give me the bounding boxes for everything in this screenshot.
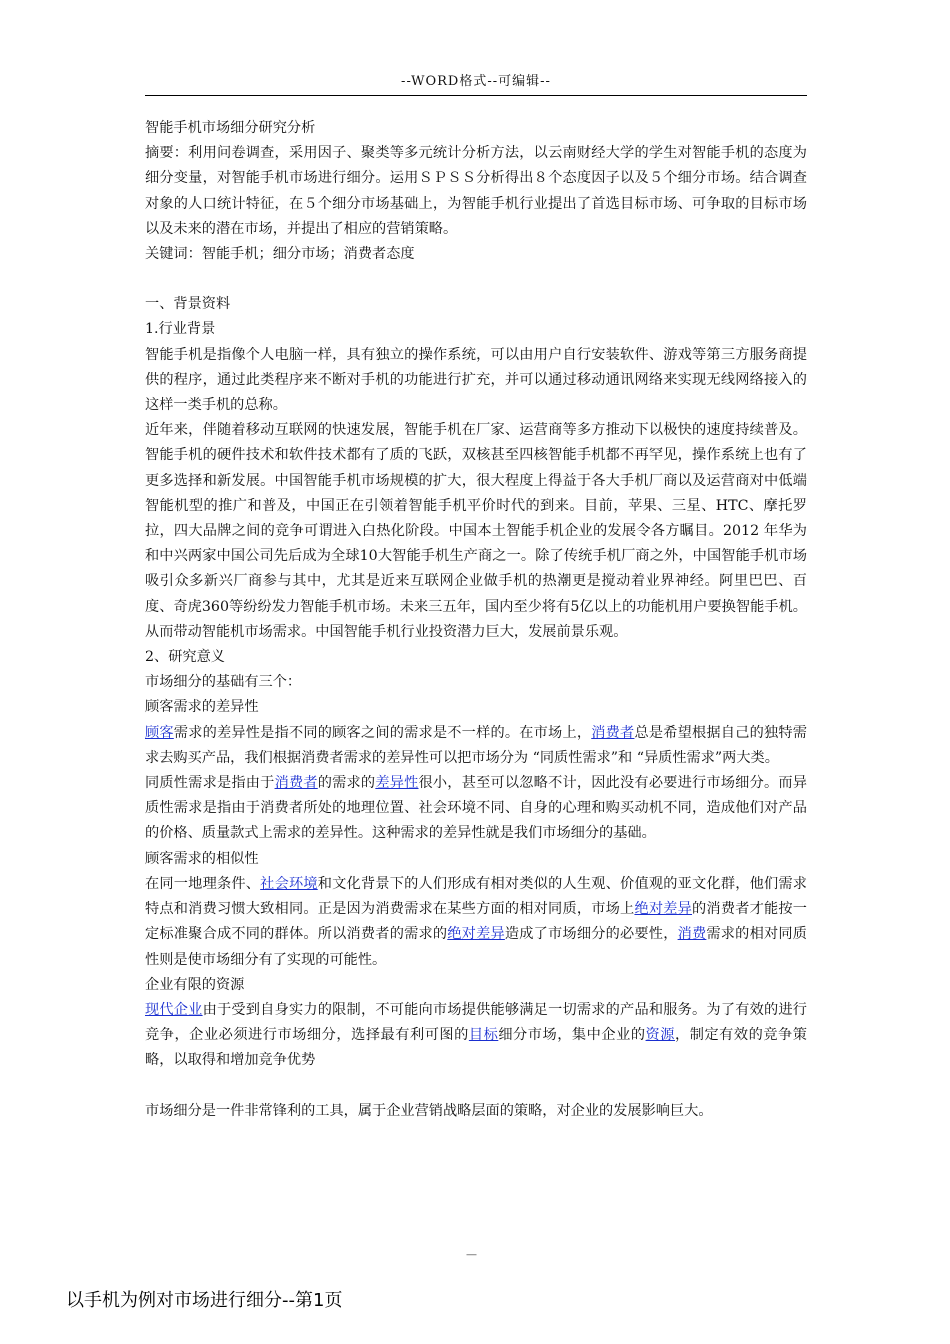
subheading-difference: 顾客需求的差异性 [145, 699, 259, 716]
link-absolute-difference[interactable]: 绝对差异 [634, 901, 693, 918]
keywords: 关键词：智能手机；细分市场；消费者态度 [145, 246, 415, 263]
link-target[interactable]: 目标 [468, 1027, 499, 1044]
section-heading-significance: 2、研究意义 [145, 649, 225, 666]
abstract: 摘要：利用问卷调查，采用因子、聚类等多元统计分析方法，以云南财经大学的学生对智能手机的态度为细分变量，对智能手机市场进行细分。运用ＳＰＳＳ分析得出８个态度因子以及５个细分市场。结合调查对象的人口统计特征，在５个细分市场基础上，为智能手机行业提出了首选目标市场、可争取的目标市场以及未来的潜在市场，并提出了相应的营销策略。 [145, 145, 807, 237]
link-consumer-2[interactable]: 消费者 [274, 775, 318, 792]
spacer [145, 1074, 807, 1099]
document-body [145, 116, 807, 1124]
page-number-mark: — [466, 1248, 477, 1261]
link-customer[interactable]: 顾客 [145, 724, 174, 741]
page-header: --WORD格式--可编辑-- [145, 70, 807, 96]
document-title: 智能手机市场细分研究分析 [145, 120, 316, 136]
paragraph-similarity: 在同一地理条件、社会环境和文化背景下的人们形成有相对类似的人生观、价值观的亚文化群，他们需求特点和消费习惯大致相同。正是因为消费需求在某些方面的相对同质，市场上绝对差异的消费者才能按一定标准聚合成不同的群体。所以消费者的需求的绝对差异造成了市场细分的必要性，消费需求的相对同质性则是使市场细分有了实现的可能性。 [145, 875, 807, 968]
spacer [145, 267, 807, 292]
link-social-environment[interactable]: 社会环境 [260, 875, 318, 892]
paragraph-closing: 市场细分是一件非常锋利的工具，属于企业营销战略层面的策略，对企业的发展影响巨大。 [145, 1102, 713, 1119]
subheading-similarity: 顾客需求的相似性 [145, 850, 259, 867]
paragraph-homogeneous: 同质性需求是指由于消费者的需求的差异性很小，甚至可以忽略不计，因此没有必要进行市场细分。而异质性需求是指由于消费者所处的地理位置、社会环境不同、自身的心理和购买动机不同，造成他们对产品的价格、质量款式上需求的差异性。这种需求的差异性就是我们市场细分的基础。 [145, 775, 807, 842]
paragraph-resources: 现代企业由于受到自身实力的限制，不可能向市场提供能够满足一切需求的产品和服务。为了有效的进行竞争，企业必须进行市场细分，选择最有利可图的目标细分市场，集中企业的资源，制定有效的竞争策略，以取得和增加竞争优势 [145, 1001, 807, 1069]
link-difference[interactable]: 差异性 [375, 775, 419, 792]
link-resources[interactable]: 资源 [645, 1027, 675, 1044]
paragraph-definition: 智能手机是指像个人电脑一样，具有独立的操作系统，可以由用户自行安装软件、游戏等第三方服务商提供的程序，通过此类程序来不断对手机的功能进行扩充，并可以通过移动通讯网络来实现无线网络接入的这样一类手机的总称。 [145, 346, 807, 414]
subsection-heading-industry: 1.行业背景 [145, 321, 216, 338]
paragraph-market-trend: 近年来，伴随着移动互联网的快速发展，智能手机在厂家、运营商等多方推动下以极快的速度持续普及。智能手机的硬件技术和软件技术都有了质的飞跃，双核甚至四核智能手机都不再罕见，操作系统上也有了更多选择和新发展。中国智能手机市场规模的扩大，很大程度上得益于各大手机厂商以及运营商对中低端智能机型的推广和普及，中国正在引领着智能手机平价时代的到来。目前，苹果、三星、HTC、摩托罗拉，四大品牌之间的竞争可谓进入白热化阶段。中国本土智能手机企业的发展令各方瞩目。2012 年华为和中兴两家中国公司先后成为全球10大智能手机生产商之一。除了传统手机厂商之外，中国智能手机市场吸引众多新兴厂商参与其中，尤其是近来互联网企业做手机的热潮更是搅动着业界神经。阿里巴巴、百度、奇虎360等纷纷发力智能手机市场。未来三五年，国内至少将有5亿以上的功能机用户要换智能手机。从而带动智能机市场需求。中国智能手机行业投资潜力巨大，发展前景乐观。 [145, 422, 807, 640]
link-absolute-difference-2[interactable]: 绝对差异 [447, 926, 505, 943]
link-consumption[interactable]: 消费 [677, 926, 707, 943]
paragraph-difference: 顾客需求的差异性是指不同的顾客之间的需求是不一样的。在市场上，消费者总是希望根据自己的独特需求去购买产品，我们根据消费者需求的差异性可以把市场分为 “同质性需求”和 “异质性需求”两大类。 [145, 724, 807, 766]
section-heading-background: 一、背景资料 [145, 296, 231, 313]
link-consumer[interactable]: 消费者 [591, 724, 635, 741]
paragraph-intro: 市场细分的基础有三个： [145, 674, 302, 691]
page-footer: 以手机为例对市场进行细分--第1页 [66, 1290, 343, 1311]
subheading-resources: 企业有限的资源 [145, 976, 245, 993]
link-modern-enterprise[interactable]: 现代企业 [145, 1001, 203, 1018]
